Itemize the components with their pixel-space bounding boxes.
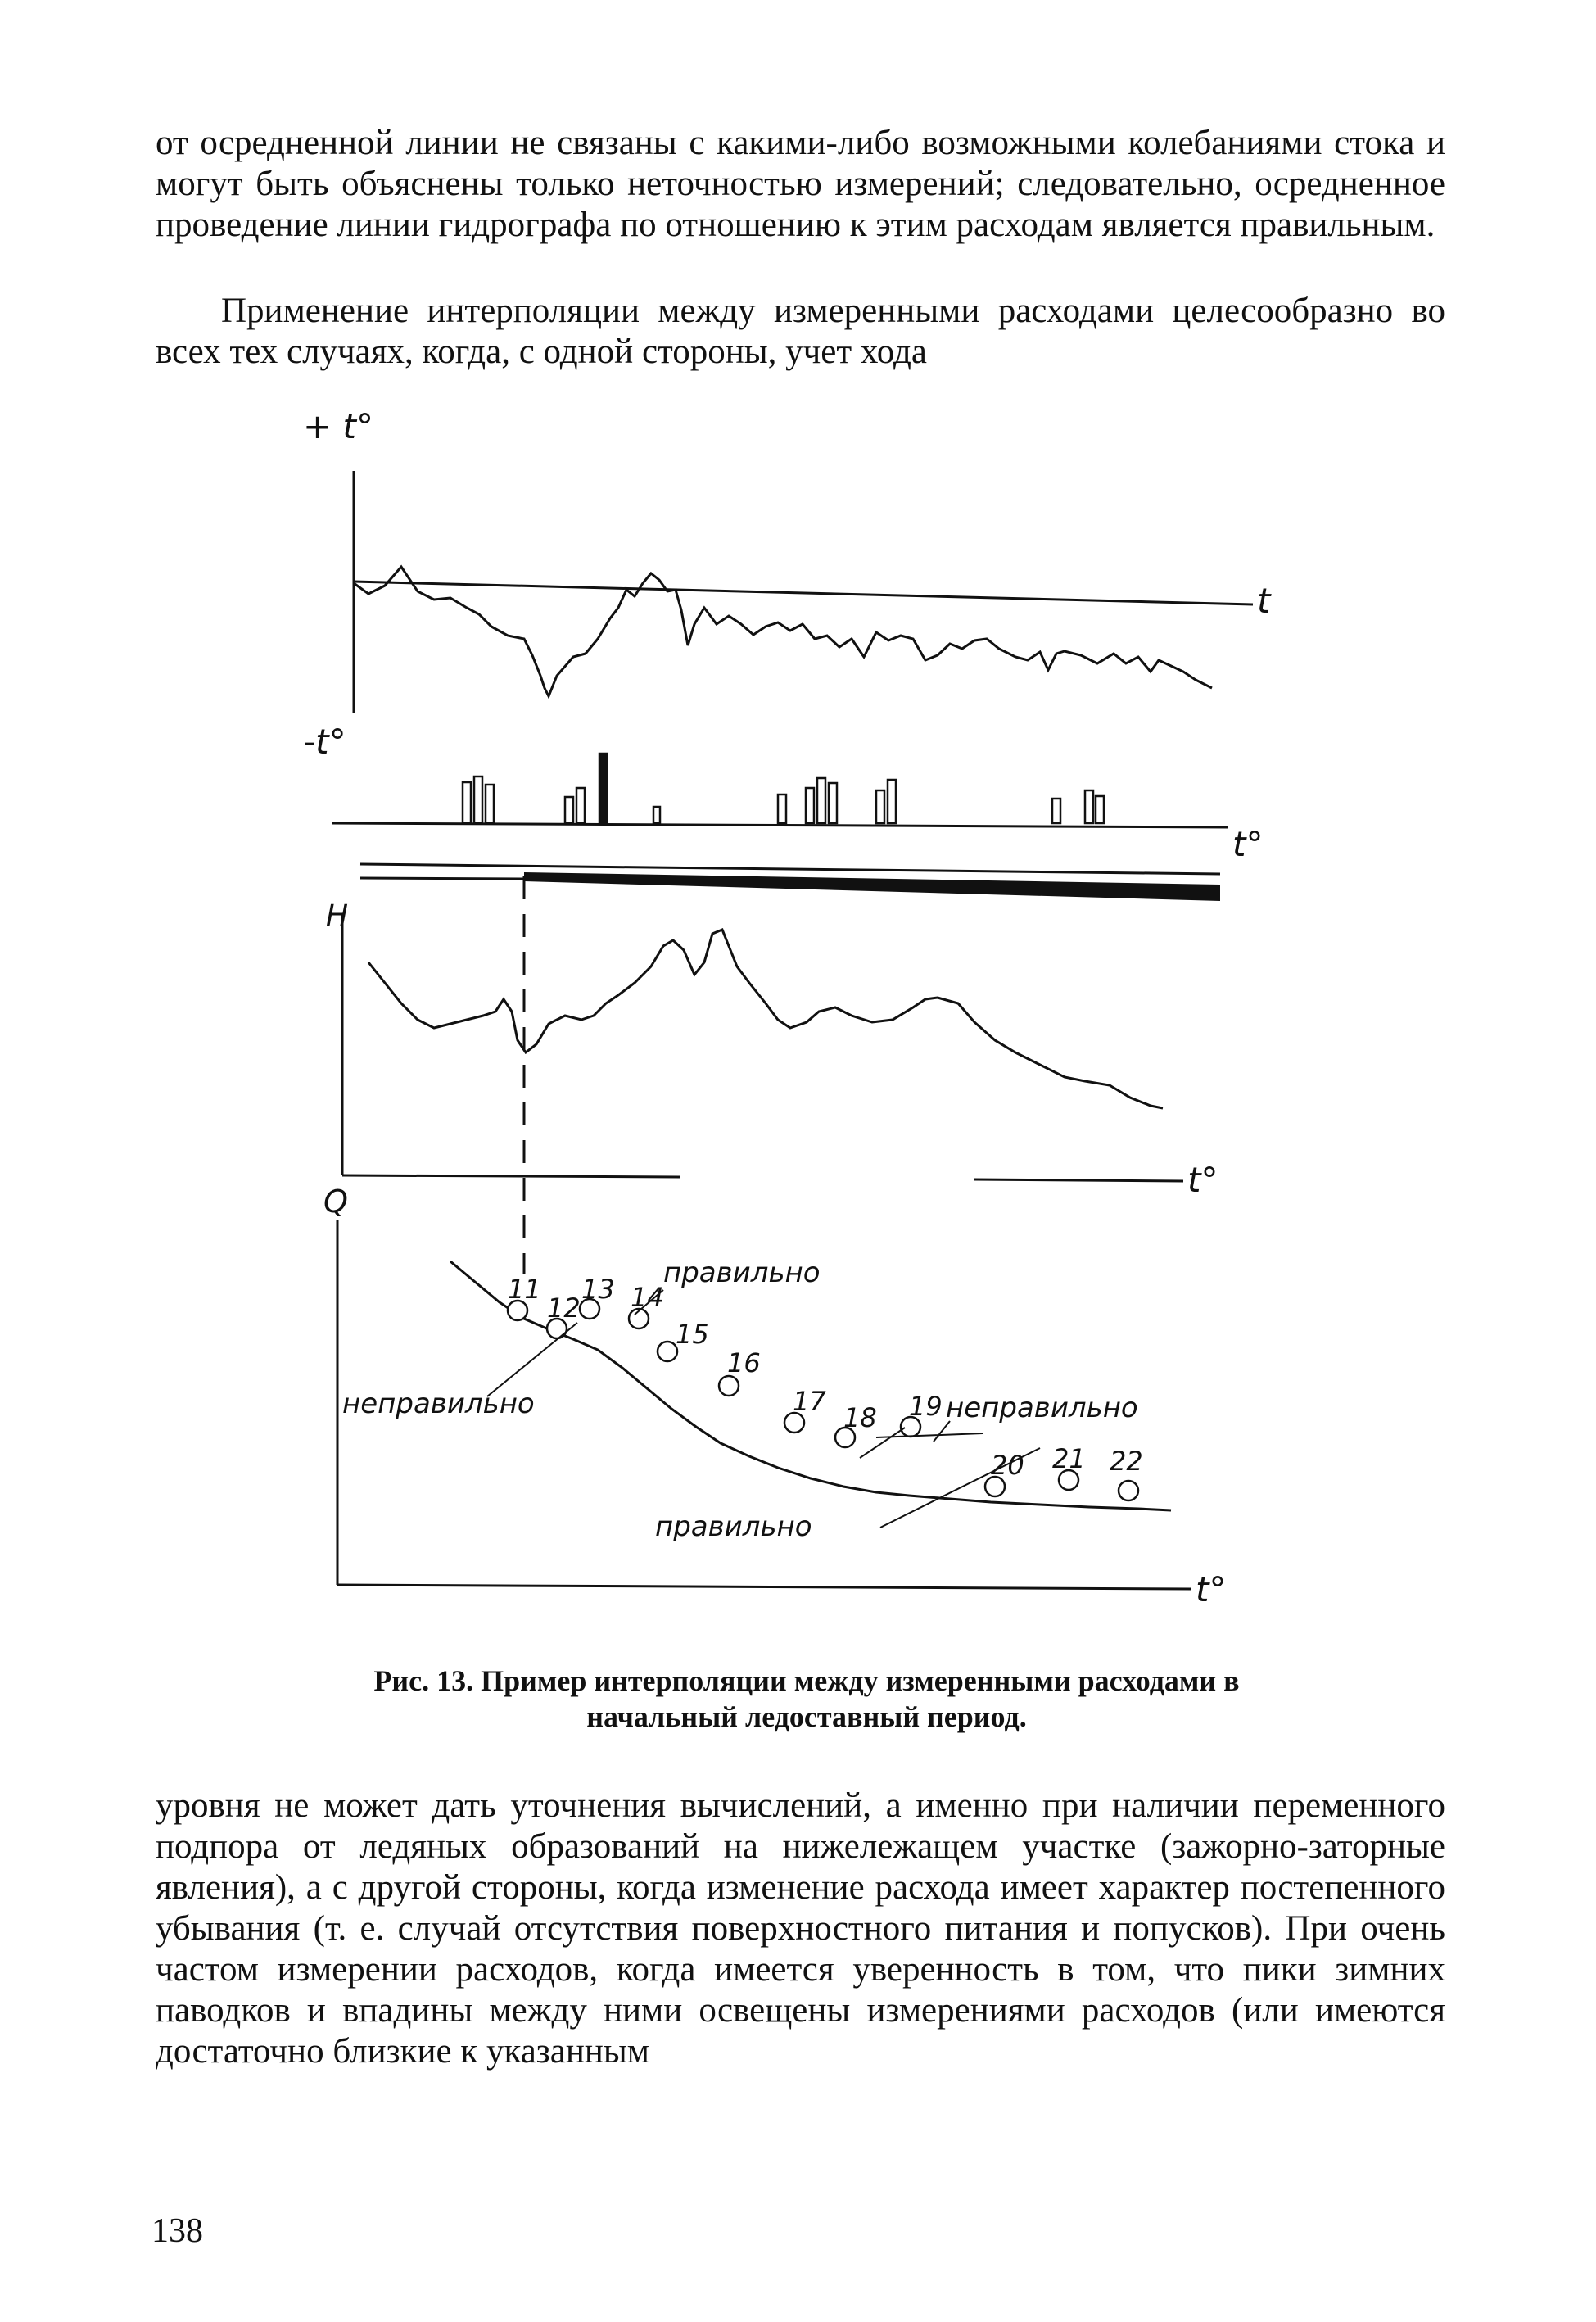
ice-band-thick bbox=[524, 872, 1220, 901]
measurement-point bbox=[719, 1376, 739, 1396]
point-number: 13 bbox=[581, 1274, 615, 1305]
point-number: 17 bbox=[793, 1386, 826, 1417]
paragraph-top-1: от осредненной линии не связаны с какими-либо возможными колебаниями стока и могут быть объяснены только неточностью измерений; следовательно, осредненное проведение линии гидрографа по отношению к этим расходам является правильным. bbox=[156, 124, 1445, 244]
precip-bar bbox=[1052, 799, 1060, 823]
precip-bar bbox=[463, 782, 471, 823]
precip-bar bbox=[486, 785, 494, 823]
point-number: 18 bbox=[843, 1402, 877, 1433]
measurement-point bbox=[658, 1342, 677, 1361]
precip-bar bbox=[806, 788, 814, 823]
point-number: 15 bbox=[676, 1319, 709, 1350]
precip-bar bbox=[888, 780, 896, 823]
precip-bar bbox=[817, 778, 825, 823]
temp-curve bbox=[354, 567, 1212, 696]
precip-bar bbox=[474, 776, 482, 823]
precip-bar bbox=[829, 783, 837, 823]
discharge-axis-horizontal bbox=[337, 1585, 1191, 1589]
leader-incorrect-1 bbox=[487, 1323, 577, 1396]
label-incorrect-2: неправильно bbox=[946, 1392, 1138, 1424]
discharge-t-label: t° bbox=[1196, 1569, 1227, 1609]
point-number: 16 bbox=[727, 1347, 761, 1378]
level-axis-horizontal bbox=[342, 1175, 680, 1177]
precip-bar bbox=[778, 794, 786, 823]
precip-bar bbox=[1085, 790, 1093, 823]
figure-13-chart bbox=[303, 393, 1302, 1646]
level-h-label: H bbox=[326, 899, 349, 933]
precip-bar bbox=[1096, 796, 1104, 823]
point-number: 22 bbox=[1110, 1446, 1143, 1477]
precip-bar bbox=[576, 788, 585, 823]
level-curve bbox=[368, 930, 1163, 1108]
temp-minus-label: -t° bbox=[303, 722, 346, 762]
precip-bar bbox=[653, 807, 660, 823]
discharge-q-label: Q bbox=[323, 1184, 348, 1220]
level-t-label: t° bbox=[1187, 1160, 1218, 1200]
precip-bar bbox=[599, 754, 607, 823]
ice-band-thin bbox=[360, 864, 1220, 874]
measurement-point bbox=[1119, 1481, 1138, 1500]
point-number: 21 bbox=[1052, 1443, 1086, 1474]
point-number: 11 bbox=[508, 1274, 541, 1305]
precip-bar bbox=[876, 790, 884, 823]
ice-band-start bbox=[360, 878, 524, 879]
temp-plus-label: + t° bbox=[303, 406, 374, 446]
temp-t-label: t bbox=[1257, 581, 1271, 621]
point-number: 14 bbox=[631, 1282, 664, 1313]
label-incorrect-1: неправильно bbox=[342, 1387, 535, 1420]
paragraph-top-2: Применение интерполяции между измеренными расходами целесообразно во всех тех случаях, когда, с одной стороны, учет хода bbox=[156, 292, 1445, 371]
point-number: 12 bbox=[547, 1292, 581, 1324]
label-correct-1: правильно bbox=[663, 1256, 821, 1289]
point-number: 19 bbox=[909, 1391, 943, 1422]
label-correct-2: правильно bbox=[655, 1510, 812, 1543]
paragraph-bottom: уровня не может дать уточнения вычислений, а именно при наличии переменного подпора от ледяных образований на нижележащем участке (зажорно-заторные явления), а с другой стороны, когда изменение расхода имеет характер постепенного убывания (т. е. случай отсутствия поверхностного питания и попусков). При очень частом измерении расходов, когда имеется уверенность в том, что пики зимних паводков и впадины между ними освещены измерениями расходов (или имеются достаточно близкие к указанным bbox=[156, 1786, 1445, 2071]
level-axis-horizontal-right bbox=[974, 1179, 1183, 1181]
figure-caption: Рис. 13. Пример интерполяции между измеренными расходами в начальный ледоставный период. bbox=[373, 1664, 1240, 1733]
point-number: 20 bbox=[991, 1450, 1024, 1481]
page-number: 138 bbox=[151, 2212, 203, 2250]
temp-zero-line bbox=[354, 582, 1253, 604]
precip-bars bbox=[463, 754, 1104, 823]
precip-t-label: t° bbox=[1232, 824, 1264, 864]
precip-bar bbox=[565, 797, 573, 823]
